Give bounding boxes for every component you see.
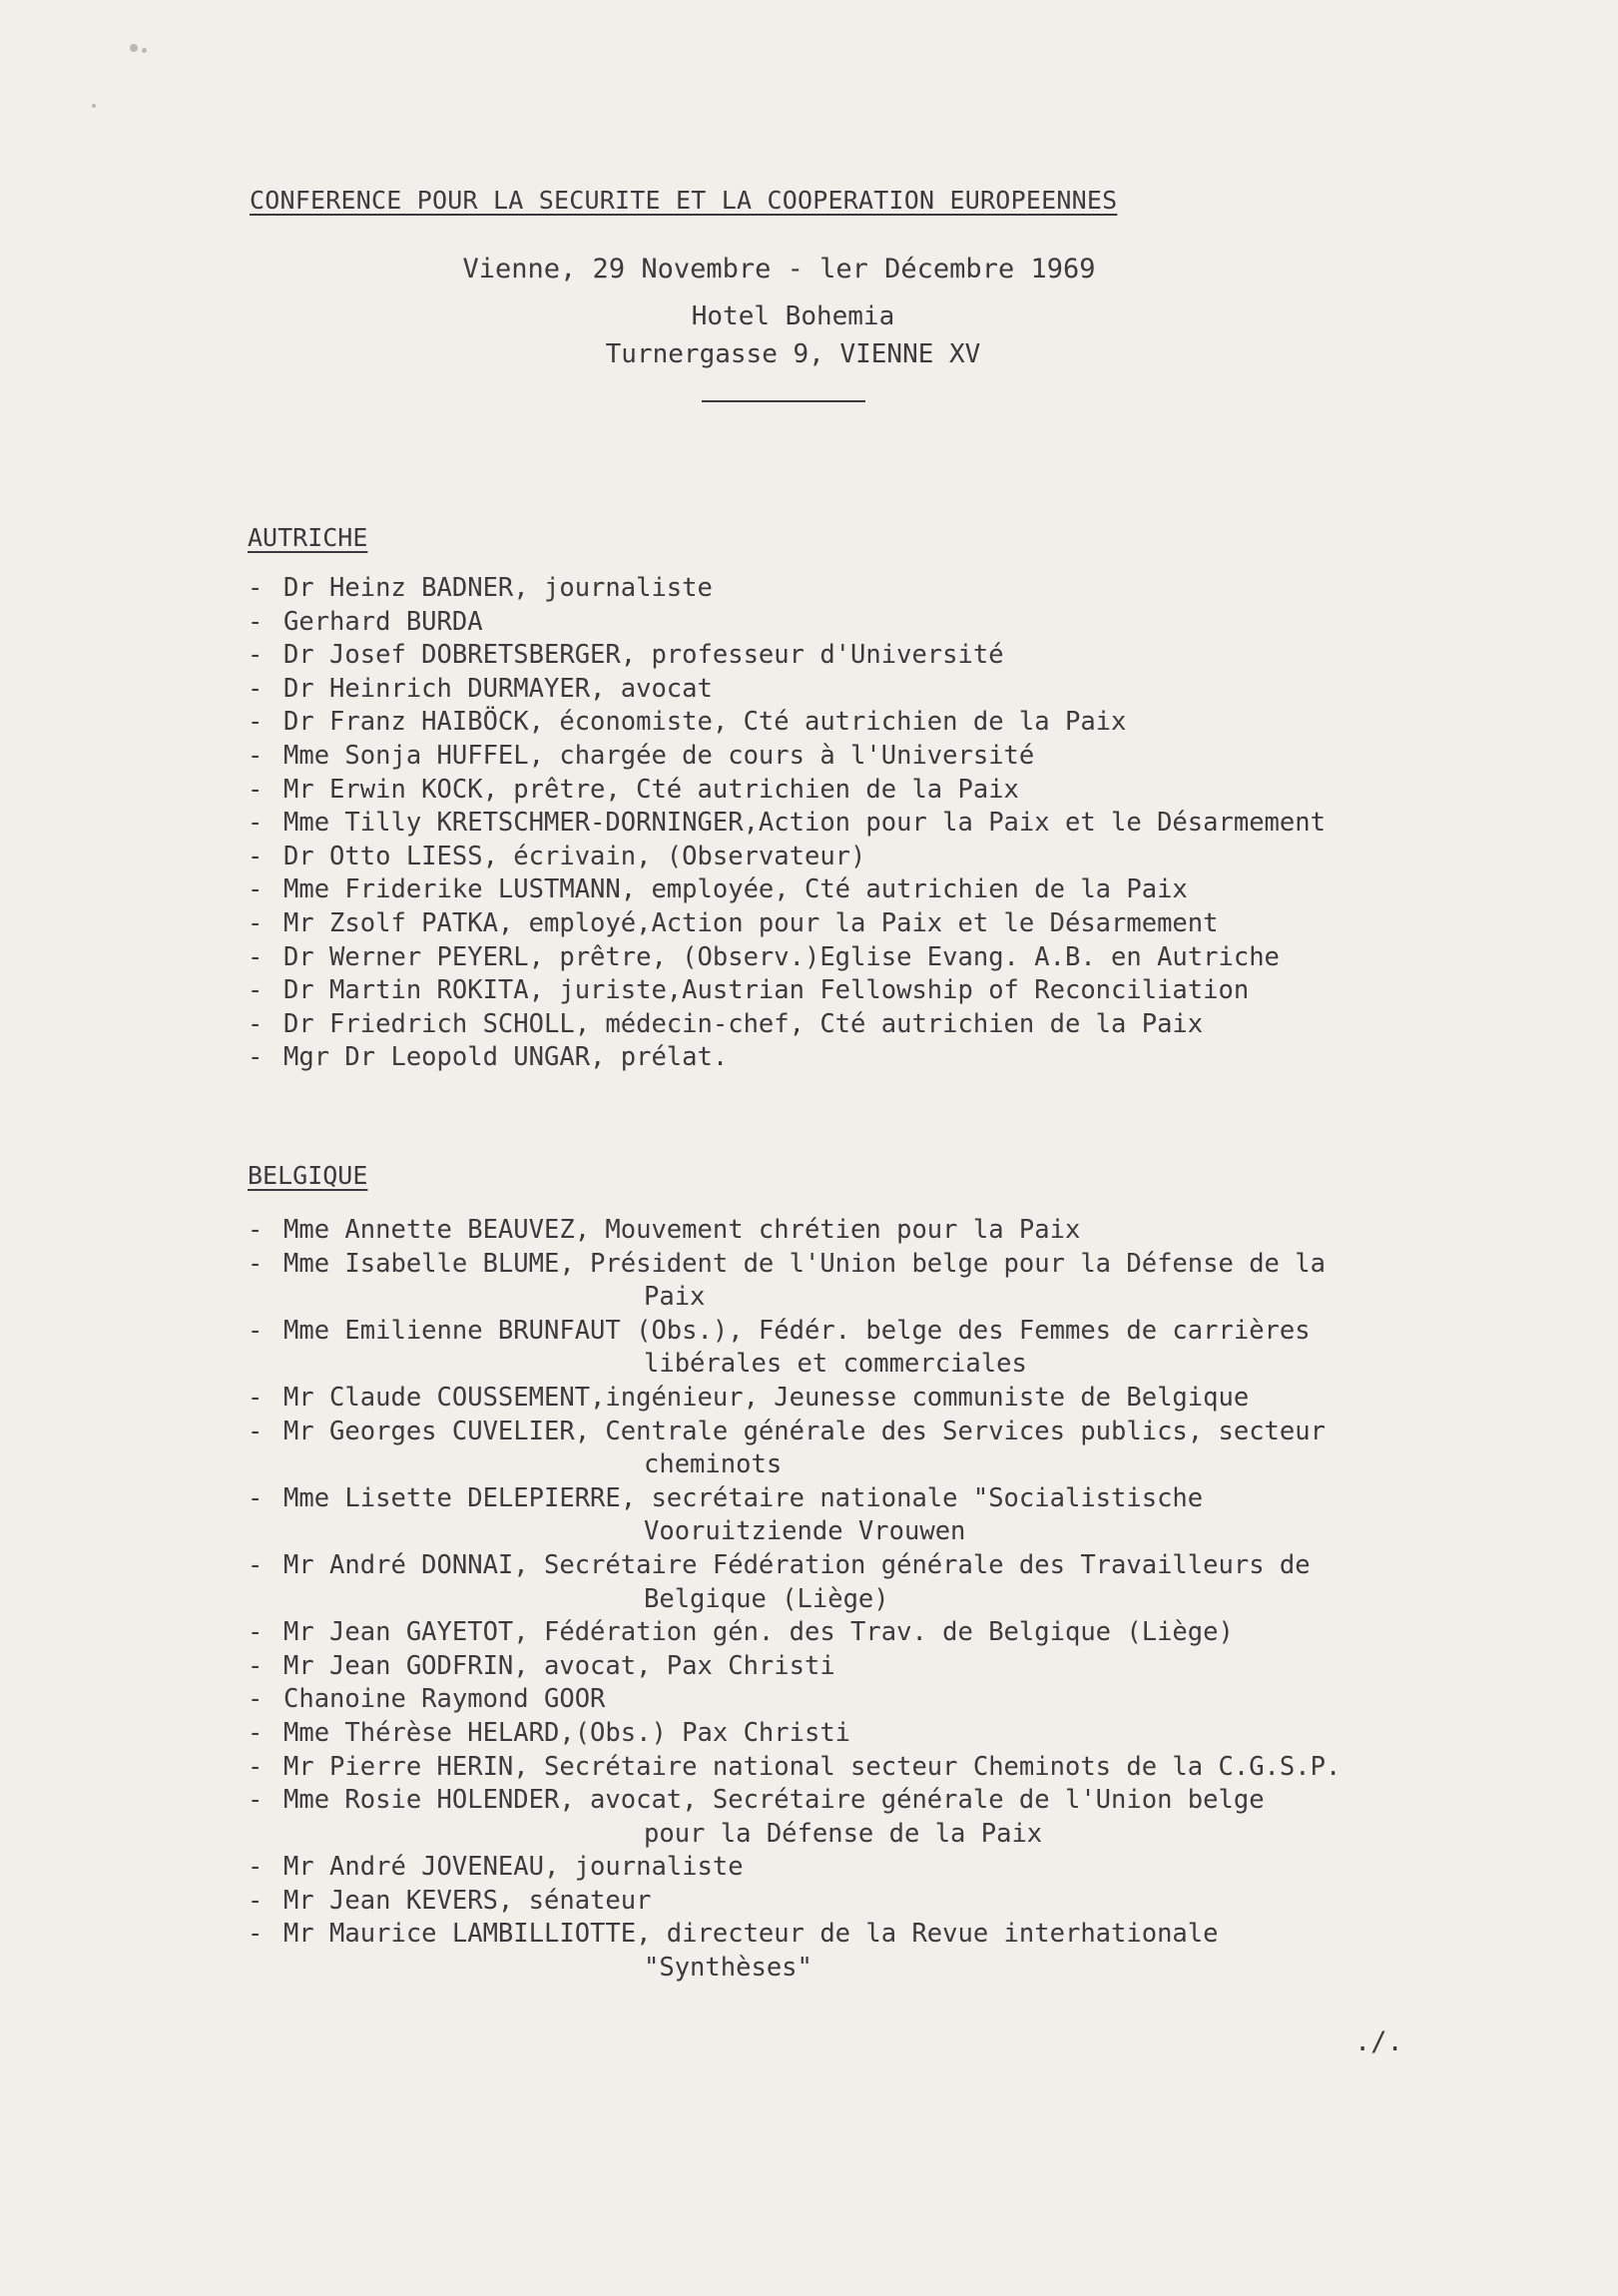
participant-entry	[248, 1717, 1341, 1751]
list-dash: -	[248, 1650, 264, 1681]
document-title: CONFERENCE POUR LA SECURITE ET LA COOPERATION EUROPEENNES	[250, 186, 1118, 215]
participant-entry	[248, 740, 1326, 774]
participant-text: Paix	[644, 1282, 706, 1313]
participant-text: Dr Friedrich SCHOLL, médecin-chef, Cté autrichien de la Paix	[283, 1008, 1204, 1039]
participant-entry	[248, 606, 1326, 640]
venue-name: Hotel Bohemia	[691, 301, 895, 331]
section-heading-autriche: AUTRICHE	[248, 523, 368, 552]
participant-text: Mme Rosie HOLENDER, avocat, Secrétaire générale de l'Union belge	[283, 1785, 1265, 1816]
paper-speck	[130, 44, 138, 52]
participant-entry-continuation	[248, 1515, 1341, 1549]
participant-text: Mr Claude COUSSEMENT,ingénieur, Jeunesse communiste de Belgique	[283, 1382, 1250, 1413]
participant-entry	[248, 807, 1326, 841]
participant-entry	[248, 941, 1326, 975]
conference-dates: Vienne, 29 Novembre - ler Décembre 1969	[462, 254, 1096, 285]
participant-text: Mr Jean GODFRIN, avocat, Pax Christi	[283, 1650, 835, 1681]
participant-entry	[248, 1549, 1341, 1583]
participant-entry	[248, 1315, 1341, 1349]
participant-text: Dr Josef DOBRETSBERGER, professeur d'Université	[283, 640, 1004, 671]
participant-text: Mr Georges CUVELIER, Centrale générale des Services publics, secteur	[283, 1416, 1326, 1446]
header-divider	[702, 400, 865, 402]
list-dash: -	[248, 640, 264, 671]
participant-text: Mme Isabelle BLUME, Président de l'Union belge pour la Défense de la	[283, 1248, 1326, 1279]
list-dash: -	[248, 841, 264, 871]
participant-text: Mr Jean KEVERS, sénateur	[283, 1885, 652, 1916]
participant-entry	[248, 907, 1326, 941]
participant-text: libérales et commerciales	[644, 1349, 1027, 1380]
participant-text: Mr André JOVENEAU, journaliste	[283, 1852, 744, 1883]
participant-text: Mme Tilly KRETSCHMER-DORNINGER,Action pour la Paix et le Désarmement	[283, 808, 1326, 839]
participant-entry	[248, 1482, 1341, 1516]
venue-address: Turnergasse 9, VIENNE XV	[605, 339, 981, 369]
participant-entry	[248, 1008, 1326, 1042]
list-dash: -	[248, 707, 264, 738]
participant-text: Mme Sonja HUFFEL, chargée de cours à l'Université	[283, 740, 1035, 771]
list-dash: -	[248, 1315, 264, 1346]
participant-text: Mme Lisette DELEPIERRE, secrétaire nationale "Socialistische	[283, 1482, 1204, 1513]
participant-entry-continuation	[248, 1818, 1341, 1852]
list-dash: -	[248, 941, 264, 972]
list-dash: -	[248, 1215, 264, 1245]
list-dash: -	[248, 1042, 264, 1073]
list-dash: -	[248, 907, 264, 938]
participant-text: Vooruitziende Vrouwen	[644, 1516, 966, 1547]
participant-entry	[248, 774, 1326, 808]
participant-text: Mr Zsolf PATKA, employé,Action pour la Paix et le Désarmement	[283, 907, 1219, 938]
participant-entry	[248, 1918, 1341, 1952]
participant-text: Mgr Dr Leopold UNGAR, prélat.	[283, 1042, 729, 1073]
participant-entry	[248, 1751, 1341, 1785]
participant-text: Mr Pierre HERIN, Secrétaire national secteur Cheminots de la C.G.S.P.	[283, 1751, 1342, 1782]
participant-entry	[248, 974, 1326, 1008]
continuation-mark: ./.	[1354, 2026, 1403, 2057]
list-dash: -	[248, 1617, 264, 1648]
participant-entry-continuation	[248, 1952, 1341, 1986]
section-heading-belgique: BELGIQUE	[248, 1161, 368, 1190]
participant-text: Dr Otto LIESS, écrivain, (Observateur)	[283, 841, 866, 871]
participant-text: cheminots	[644, 1449, 783, 1480]
participant-entry	[248, 1214, 1341, 1248]
participant-entry	[248, 1650, 1341, 1684]
list-dash: -	[248, 1482, 264, 1513]
list-dash: -	[248, 1717, 264, 1748]
list-dash: -	[248, 740, 264, 771]
list-dash: -	[248, 874, 264, 905]
participant-entry	[248, 639, 1326, 673]
participant-list-belgique	[248, 1214, 1341, 1986]
participant-text: Mme Thérèse HELARD,(Obs.) Pax Christi	[283, 1717, 851, 1748]
participant-text: Dr Martin ROKITA, juriste,Austrian Fellowship of Reconciliation	[283, 975, 1250, 1006]
list-dash: -	[248, 1919, 264, 1950]
participant-text: Mme Friderike LUSTMANN, employée, Cté autrichien de la Paix	[283, 874, 1188, 905]
participant-entry-continuation	[248, 1281, 1341, 1315]
participant-text: Dr Werner PEYERL, prêtre, (Observ.)Eglise Evang. A.B. en Autriche	[283, 941, 1280, 972]
participant-entry-continuation	[248, 1348, 1341, 1382]
participant-text: Chanoine Raymond GOOR	[283, 1684, 606, 1715]
list-dash: -	[248, 606, 264, 637]
participant-text: Gerhard BURDA	[283, 606, 483, 637]
participant-text: pour la Défense de la Paix	[644, 1818, 1043, 1849]
list-dash: -	[248, 1549, 264, 1580]
participant-text: Mr Maurice LAMBILLIOTTE, directeur de la Revue interhationale	[283, 1919, 1219, 1950]
list-dash: -	[248, 1684, 264, 1715]
participant-entry-continuation	[248, 1448, 1341, 1482]
participant-entry	[248, 1416, 1341, 1449]
list-dash: -	[248, 1382, 264, 1413]
participant-text: Belgique (Liège)	[644, 1583, 889, 1614]
list-dash: -	[248, 774, 264, 805]
participant-text: Dr Heinrich DURMAYER, avocat	[283, 673, 713, 704]
list-dash: -	[248, 1416, 264, 1446]
list-dash: -	[248, 1248, 264, 1279]
participant-text: Dr Heinz BADNER, journaliste	[283, 573, 713, 603]
participant-entry	[248, 1248, 1341, 1282]
participant-entry	[248, 1683, 1341, 1717]
participant-entry	[248, 1851, 1341, 1885]
participant-entry	[248, 706, 1326, 740]
list-dash: -	[248, 1785, 264, 1816]
participant-entry	[248, 841, 1326, 874]
paper-speck	[92, 104, 96, 108]
participant-entry	[248, 1616, 1341, 1650]
participant-entry-continuation	[248, 1583, 1341, 1617]
participant-entry	[248, 1784, 1341, 1818]
participant-entry	[248, 873, 1326, 907]
list-dash: -	[248, 1852, 264, 1883]
participant-text: Mr Erwin KOCK, prêtre, Cté autrichien de la Paix	[283, 774, 1019, 805]
participant-text: Dr Franz HAIBÖCK, économiste, Cté autrichien de la Paix	[283, 707, 1127, 738]
list-dash: -	[248, 808, 264, 839]
list-dash: -	[248, 573, 264, 603]
participant-text: Mme Emilienne BRUNFAUT (Obs.), Fédér. belge des Femmes de carrières	[283, 1315, 1311, 1346]
paper-speck	[142, 48, 147, 53]
list-dash: -	[248, 1885, 264, 1916]
participant-list-autriche	[248, 572, 1326, 1075]
list-dash: -	[248, 975, 264, 1006]
participant-text: Mr Jean GAYETOT, Fédération gén. des Trav. de Belgique (Liège)	[283, 1617, 1234, 1648]
participant-entry	[248, 1382, 1341, 1416]
participant-entry	[248, 1041, 1326, 1075]
list-dash: -	[248, 673, 264, 704]
participant-entry	[248, 1885, 1341, 1919]
participant-text: Mme Annette BEAUVEZ, Mouvement chrétien pour la Paix	[283, 1215, 1081, 1245]
participant-text: "Synthèses"	[644, 1953, 812, 1984]
participant-entry	[248, 673, 1326, 707]
list-dash: -	[248, 1008, 264, 1039]
list-dash: -	[248, 1751, 264, 1782]
participant-text: Mr André DONNAI, Secrétaire Fédération générale des Travailleurs de	[283, 1549, 1311, 1580]
participant-entry	[248, 572, 1326, 606]
